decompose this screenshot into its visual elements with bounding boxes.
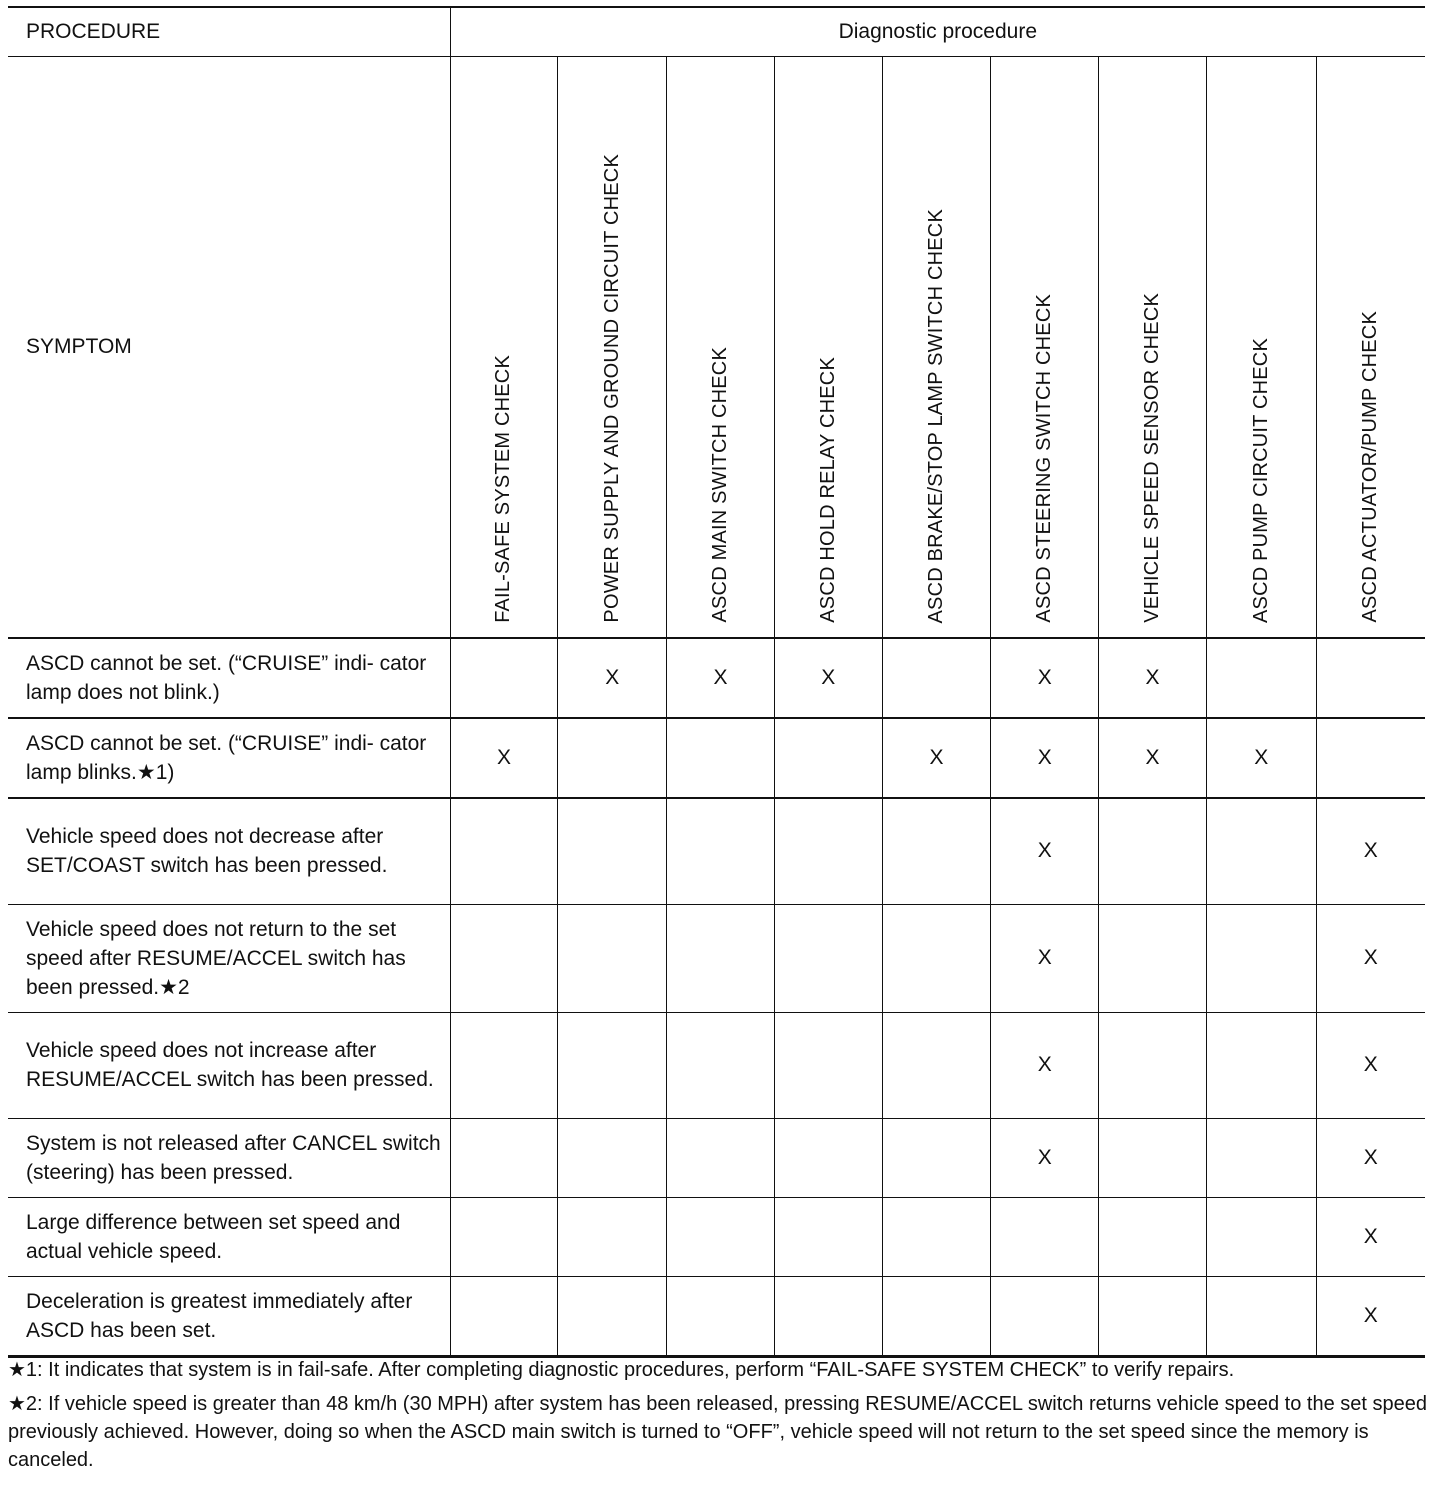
- check-cell: [558, 1118, 667, 1197]
- check-cell: [882, 1276, 991, 1356]
- check-cell: [450, 1276, 558, 1356]
- column-header-text: ASCD HOLD RELAY CHECK: [816, 357, 839, 623]
- check-cell: [882, 1012, 991, 1118]
- check-cell: [774, 1276, 882, 1356]
- table-row: [8, 1197, 1425, 1276]
- check-cell: [1206, 904, 1316, 1012]
- column-header: [450, 57, 558, 639]
- table-row: [8, 1118, 1425, 1197]
- symptom-cell: Deceleration is greatest immediately after ASCD has been set.: [8, 1276, 450, 1356]
- column-header-text: ASCD BRAKE/STOP LAMP SWITCH CHECK: [924, 208, 947, 623]
- check-cell: [1099, 904, 1207, 1012]
- column-header-row: [8, 57, 1425, 639]
- check-cell: [1099, 1197, 1207, 1276]
- column-header: [1206, 57, 1316, 639]
- check-cell: [1099, 1118, 1207, 1197]
- check-cell: [450, 798, 558, 904]
- column-header: [882, 57, 991, 639]
- check-cell: [667, 798, 775, 904]
- procedure-label: PROCEDURE: [8, 7, 450, 57]
- check-cell: X: [991, 1118, 1099, 1197]
- check-cell: [1316, 638, 1425, 718]
- check-cell: [1316, 718, 1425, 798]
- check-cell: [774, 1118, 882, 1197]
- check-cell: [558, 1197, 667, 1276]
- check-cell: [558, 1276, 667, 1356]
- check-cell: X: [991, 1012, 1099, 1118]
- check-cell: [1206, 1197, 1316, 1276]
- column-header-text: VEHICLE SPEED SENSOR CHECK: [1140, 293, 1163, 623]
- diagnostic-procedure-label: Diagnostic procedure: [450, 7, 1425, 57]
- check-cell: [667, 1276, 775, 1356]
- check-cell: X: [882, 718, 991, 798]
- header-row: [8, 7, 1425, 57]
- symptom-cell: ASCD cannot be set. (“CRUISE” indi- cator lamp blinks.★1): [8, 718, 450, 798]
- check-cell: X: [991, 798, 1099, 904]
- check-cell: X: [991, 718, 1099, 798]
- diagnostic-table-container: [8, 6, 1425, 1358]
- check-cell: [450, 1197, 558, 1276]
- check-cell: [774, 904, 882, 1012]
- table-row: [8, 1012, 1425, 1118]
- check-cell: X: [1316, 1012, 1425, 1118]
- table-row: [8, 1276, 1425, 1356]
- symptom-cell: ASCD cannot be set. (“CRUISE” indi- cator lamp does not blink.): [8, 638, 450, 718]
- check-cell: [882, 1118, 991, 1197]
- check-cell: [1206, 798, 1316, 904]
- check-cell: [450, 638, 558, 718]
- check-cell: [1206, 1276, 1316, 1356]
- column-header: [774, 57, 882, 639]
- check-cell: [667, 718, 775, 798]
- check-cell: [450, 1012, 558, 1118]
- column-header: [1099, 57, 1207, 639]
- check-cell: [1099, 1276, 1207, 1356]
- footnote-2: ★2: If vehicle speed is greater than 48 km/h (30 MPH) after system has been released, pressing RESUME/ACCEL switch returns vehicle speed to the set speed previously achieved. However, doing so when the ASCD main switch is turned to “OFF”, vehicle speed will not return to the set speed since the memory is canceled.: [8, 1393, 1427, 1471]
- check-cell: [882, 904, 991, 1012]
- symptom-cell: Vehicle speed does not increase after RESUME/ACCEL switch has been pressed.: [8, 1012, 450, 1118]
- check-cell: [558, 904, 667, 1012]
- check-cell: X: [558, 638, 667, 718]
- check-cell: [882, 1197, 991, 1276]
- check-cell: [1206, 638, 1316, 718]
- check-cell: [667, 1118, 775, 1197]
- check-cell: X: [450, 718, 558, 798]
- column-header-text: FAIL-SAFE SYSTEM CHECK: [492, 355, 515, 623]
- table-row: [8, 638, 1425, 718]
- check-cell: [991, 1276, 1099, 1356]
- diagnostic-table: [8, 6, 1425, 1358]
- check-cell: X: [774, 638, 882, 718]
- column-header: [1316, 57, 1425, 639]
- check-cell: X: [991, 904, 1099, 1012]
- check-cell: X: [1316, 1197, 1425, 1276]
- table-row: [8, 904, 1425, 1012]
- column-header-text: ASCD PUMP CIRCUIT CHECK: [1249, 337, 1272, 623]
- column-header-text: ASCD MAIN SWITCH CHECK: [708, 347, 731, 623]
- table-row: [8, 798, 1425, 904]
- check-cell: [882, 638, 991, 718]
- column-header: [991, 57, 1099, 639]
- check-cell: X: [1099, 718, 1207, 798]
- column-header-text: POWER SUPPLY AND GROUND CIRCUIT CHECK: [600, 154, 623, 623]
- check-cell: [558, 798, 667, 904]
- check-cell: [774, 1012, 882, 1118]
- check-cell: [774, 1197, 882, 1276]
- check-cell: [774, 798, 882, 904]
- check-cell: X: [1316, 798, 1425, 904]
- check-cell: [558, 718, 667, 798]
- table-body: [8, 638, 1425, 1356]
- symptom-cell: Vehicle speed does not return to the set speed after RESUME/ACCEL switch has been pressed.★2: [8, 904, 450, 1012]
- symptom-cell: Large difference between set speed and actual vehicle speed.: [8, 1197, 450, 1276]
- check-cell: [1206, 1118, 1316, 1197]
- check-cell: [450, 1118, 558, 1197]
- footnotes: [8, 1356, 1428, 1480]
- column-header: [558, 57, 667, 639]
- check-cell: [1099, 1012, 1207, 1118]
- check-cell: [667, 1197, 775, 1276]
- check-cell: [558, 1012, 667, 1118]
- footnote-1: ★1: It indicates that system is in fail-safe. After completing diagnostic procedures, perform “FAIL-SAFE SYSTEM CHECK” to verify repairs.: [8, 1359, 1235, 1381]
- check-cell: [1206, 1012, 1316, 1118]
- check-cell: [882, 798, 991, 904]
- symptom-cell: System is not released after CANCEL switch (steering) has been pressed.: [8, 1118, 450, 1197]
- column-header-text: ASCD STEERING SWITCH CHECK: [1033, 294, 1056, 623]
- check-cell: [667, 904, 775, 1012]
- check-cell: X: [991, 638, 1099, 718]
- check-cell: X: [1316, 1118, 1425, 1197]
- check-cell: [667, 1012, 775, 1118]
- check-cell: [450, 904, 558, 1012]
- table-row: [8, 718, 1425, 798]
- symptom-cell: Vehicle speed does not decrease after SET/COAST switch has been pressed.: [8, 798, 450, 904]
- check-cell: [991, 1197, 1099, 1276]
- check-cell: [1099, 798, 1207, 904]
- column-header-text: ASCD ACTUATOR/PUMP CHECK: [1359, 311, 1382, 623]
- symptom-label: SYMPTOM: [8, 57, 450, 639]
- check-cell: [774, 718, 882, 798]
- check-cell: X: [667, 638, 775, 718]
- column-header: [667, 57, 775, 639]
- check-cell: X: [1099, 638, 1207, 718]
- check-cell: X: [1316, 904, 1425, 1012]
- check-cell: X: [1316, 1276, 1425, 1356]
- check-cell: X: [1206, 718, 1316, 798]
